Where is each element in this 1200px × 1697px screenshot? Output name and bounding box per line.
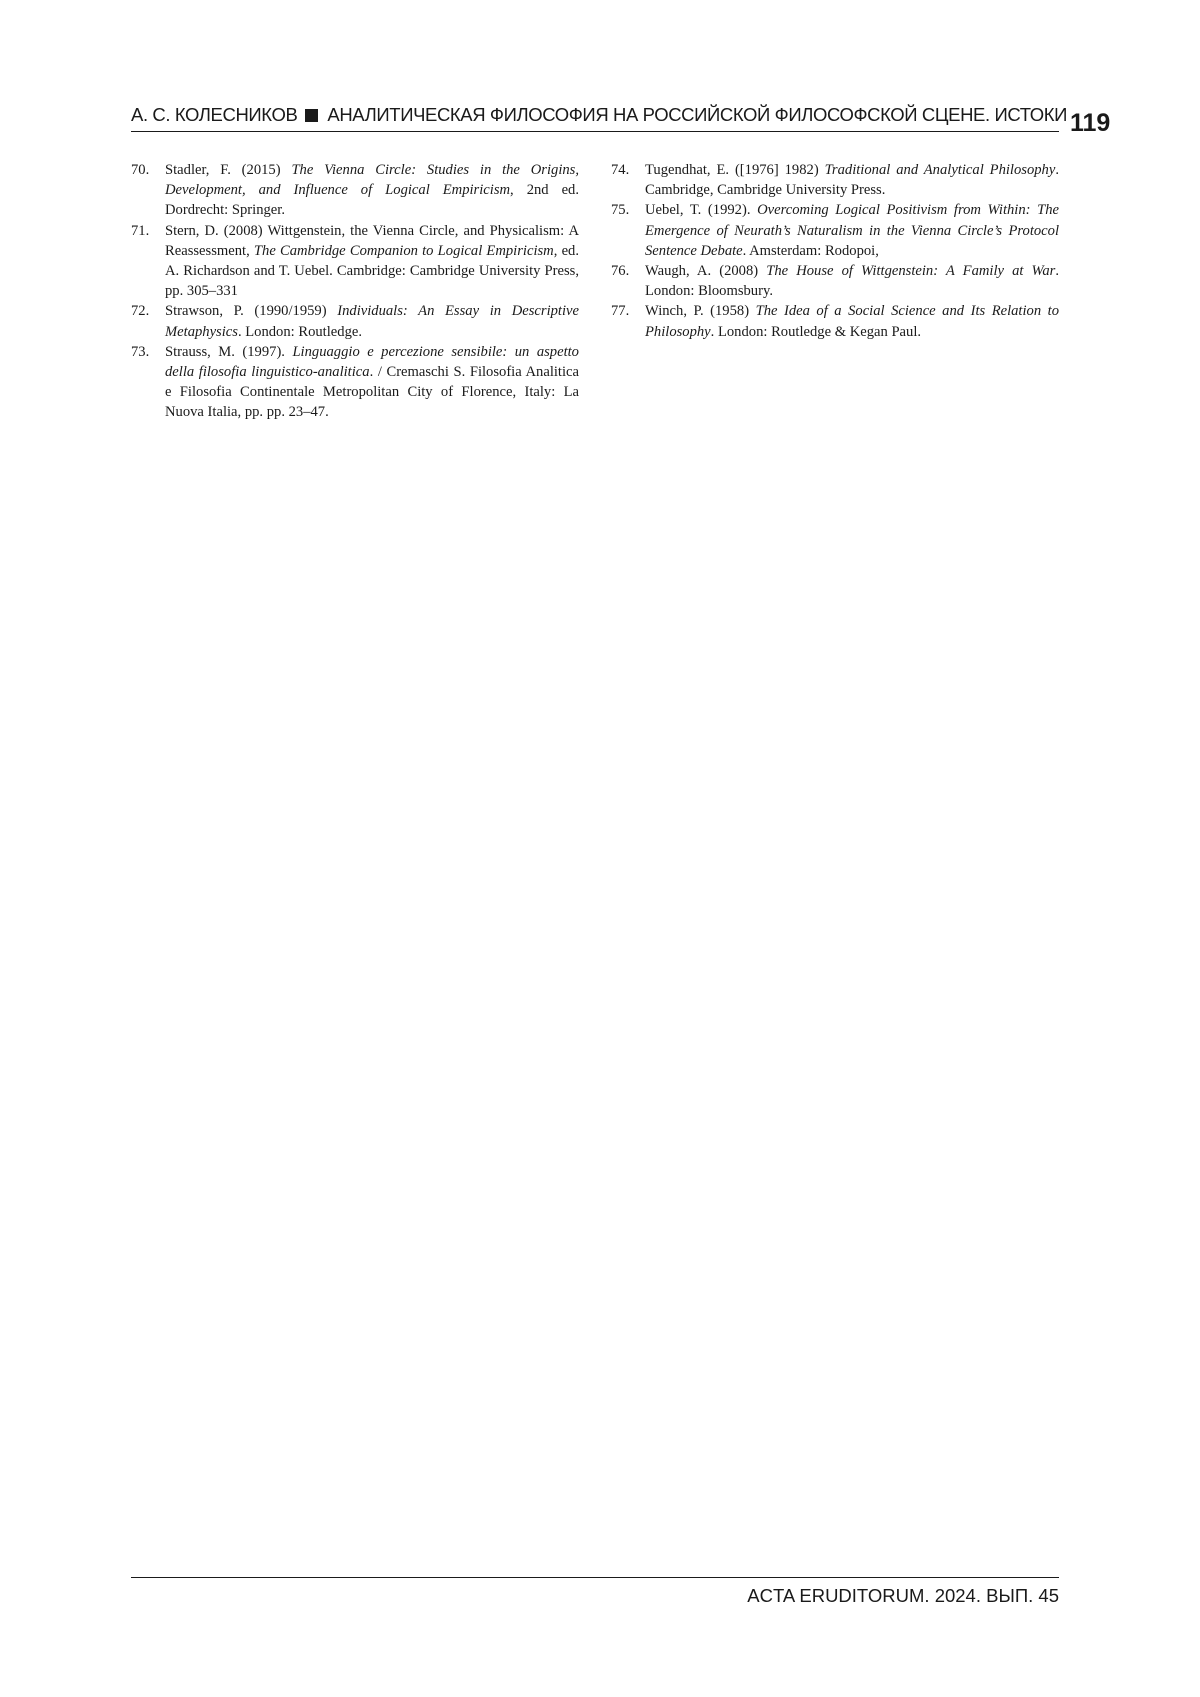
reference-text: , ed. A. Richardson and T. Uebel. Cambridge: Cambridge University Press, pp. 305–331 <box>165 242 579 300</box>
reference-title: The Idea of a Social Science and Its Relation to Philosophy <box>645 303 1060 340</box>
running-header <box>131 104 1068 126</box>
reference-item <box>611 200 1059 261</box>
reference-item <box>611 301 1059 341</box>
footer-rule <box>131 1577 1059 1578</box>
references-right-column <box>611 160 1059 342</box>
reference-number: 76. <box>611 263 630 280</box>
reference-title: Overcoming Logical Positivism from Within: The Emergence of Neurath’s Naturalism in the Vienna Circle’s Protocol Sentence Debate <box>645 202 1060 259</box>
square-bullet-icon <box>305 109 318 122</box>
reference-text: . / Cremaschi S. Filosofia Analitica e Filosofia Continentale Metropolitan City of Florence, Italy: La Nuova Italia, pp. pp. 23–47. <box>165 364 579 421</box>
reference-number: 71. <box>131 222 150 239</box>
reference-number: 70. <box>131 162 150 178</box>
references-left-column <box>131 160 579 423</box>
reference-title: Traditional and Analytical Philosophy <box>824 162 1056 178</box>
reference-text: Waugh, A. (2008) <box>645 263 767 280</box>
reference-title: Linguaggio e percezione sensibile: un aspetto della filosofia linguistico-analitica <box>165 343 579 381</box>
reference-text: Tugendhat, E. ([1976] 1982) <box>645 162 825 178</box>
page-number: 119 <box>1070 109 1111 137</box>
reference-text: Stern, D. (2008) Wittgenstein, the Vienna Circle, and Physicalism: A Reassessment, <box>165 222 579 259</box>
reference-item <box>131 221 579 302</box>
reference-number: 75. <box>611 202 630 219</box>
header-rule <box>131 131 1059 132</box>
reference-text: Uebel, T. (1992). <box>645 202 758 219</box>
reference-title: Individuals: An Essay in Descriptive Metaphysics <box>165 303 579 340</box>
reference-title: The Cambridge Companion to Logical Empiricism <box>253 242 554 259</box>
journal-footer: ACTA ERUDITORUM. 2024. ВЫП. 45 <box>747 1585 1059 1606</box>
reference-item <box>131 301 579 341</box>
reference-text: Strauss, M. (1997). <box>165 343 293 360</box>
reference-text: . Cambridge, Cambridge University Press. <box>645 162 1059 199</box>
reference-title: The House of Wittgenstein: A Family at War <box>766 263 1056 280</box>
reference-text: , 2nd ed. Dordrecht: Springer. <box>165 182 580 219</box>
reference-text: . London: Bloomsbury. <box>645 263 1059 300</box>
reference-item <box>131 342 579 423</box>
reference-text: Strawson, P. (1990/1959) <box>165 303 338 320</box>
header-title: АНАЛИТИЧЕСКАЯ ФИЛОСОФИЯ НА РОССИЙСКОЙ ФИЛОСОФСКОЙ СЦЕНЕ. ИСТОКИ <box>327 104 1068 125</box>
reference-item <box>131 160 579 221</box>
reference-item <box>611 160 1059 200</box>
reference-text: . London: Routledge. <box>237 323 362 340</box>
reference-text: Stadler, F. (2015) <box>165 162 292 178</box>
header-author: А. С. КОЛЕСНИКОВ <box>131 104 298 125</box>
reference-title: The Vienna Circle: Studies in the Origins, Development, and Influence of Logical Empiricism <box>165 162 579 199</box>
reference-number: 74. <box>611 162 630 178</box>
reference-text: . London: Routledge & Kegan Paul. <box>710 323 922 340</box>
reference-number: 72. <box>131 303 150 320</box>
reference-number: 77. <box>611 303 630 320</box>
reference-item <box>611 261 1059 301</box>
reference-text: . Amsterdam: Rodopoi, <box>742 242 879 259</box>
reference-text: Winch, P. (1958) <box>645 303 756 320</box>
reference-number: 73. <box>131 343 150 360</box>
